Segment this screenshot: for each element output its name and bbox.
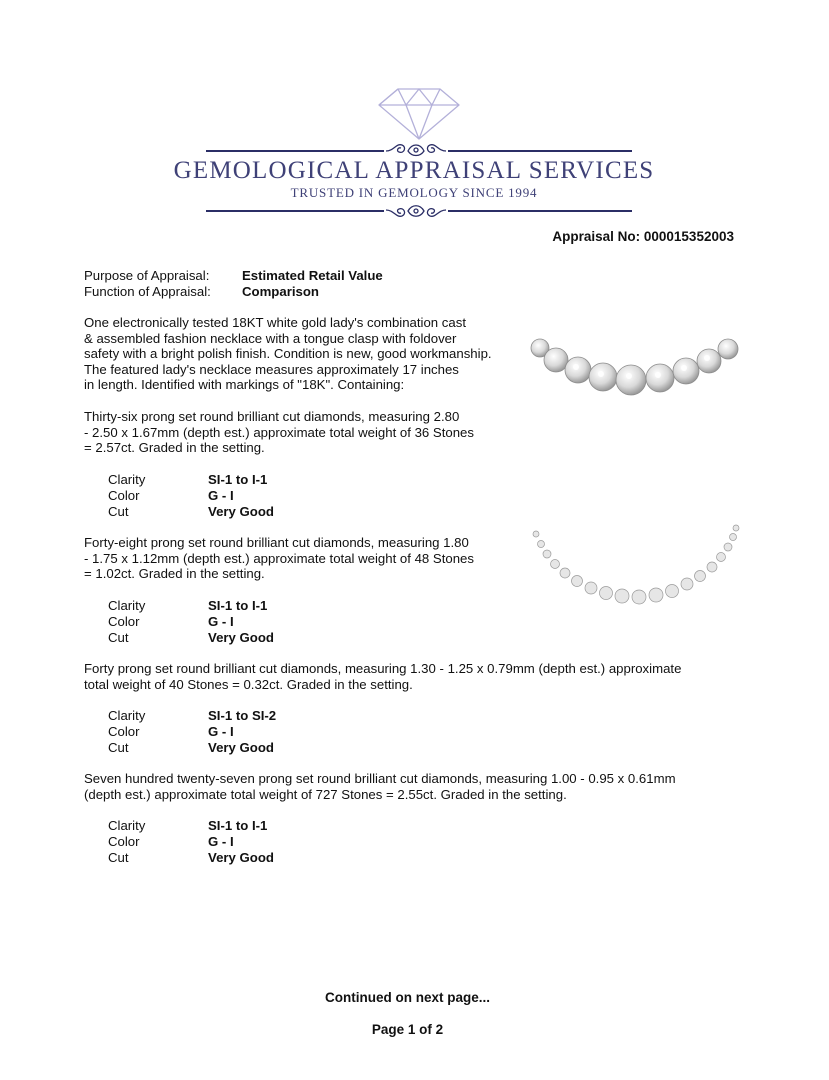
stone-group-description — [84, 535, 474, 582]
stone-description-line: = 1.02ct. Graded in the setting. — [84, 566, 265, 582]
clarity-label: Clarity — [108, 708, 146, 723]
necklace-closeup-photo — [528, 318, 740, 410]
cut-label: Cut — [108, 630, 129, 645]
appraisal-number: Appraisal No: 000015352003 — [552, 229, 734, 244]
diamond-logo-icon — [378, 88, 460, 140]
color-label: Color — [108, 488, 140, 503]
color-value: G - I — [208, 834, 234, 849]
description-line: & assembled fashion necklace with a tongue clasp with foldover — [84, 330, 457, 346]
description-line: safety with a bright polish finish. Condition is new, good workmanship. — [84, 346, 492, 362]
clarity-label: Clarity — [108, 818, 146, 833]
header-divider — [448, 150, 632, 152]
description-line: The featured lady's necklace measures approximately 17 inches — [84, 361, 459, 377]
color-label: Color — [108, 724, 140, 739]
color-value: G - I — [208, 724, 234, 739]
header-divider — [206, 150, 384, 152]
purpose-value: Estimated Retail Value — [242, 268, 383, 283]
stone-description-line: Forty prong set round brilliant cut diamonds, measuring 1.30 - 1.25 x 0.79mm (depth est.) approximate — [84, 661, 682, 676]
company-tagline: TRUSTED IN GEMOLOGY SINCE 1994 — [290, 185, 538, 200]
page-number: Page 1 of 2 — [371, 1022, 444, 1037]
stone-description-line: Forty-eight prong set round brilliant cut diamonds, measuring 1.80 — [84, 535, 469, 550]
header-divider — [448, 210, 632, 212]
description-line: One electronically tested 18KT white gold lady's combination cast — [84, 315, 466, 330]
stone-description-line: Seven hundred twenty-seven prong set round brilliant cut diamonds, measuring 1.00 - 0.95 x 0.61mm — [84, 771, 676, 786]
company-name: GEMOLOGICAL APPRAISAL SERVICES — [173, 157, 655, 184]
necklace-full-photo — [528, 520, 740, 630]
cut-value: Very Good — [208, 630, 274, 645]
stone-description-line: (depth est.) approximate total weight of 727 Stones = 2.55ct. Graded in the setting. — [84, 786, 567, 802]
function-label: Function of Appraisal: — [84, 284, 211, 299]
cut-value: Very Good — [208, 740, 274, 755]
stone-group-description — [84, 661, 681, 692]
clarity-value: SI-1 to I-1 — [208, 818, 268, 833]
clarity-value: SI-1 to I-1 — [208, 472, 268, 487]
color-value: G - I — [208, 614, 234, 629]
header-divider — [206, 210, 384, 212]
color-label: Color — [108, 834, 140, 849]
cut-value: Very Good — [208, 850, 274, 865]
color-label: Color — [108, 614, 140, 629]
stone-description-line: = 2.57ct. Graded in the setting. — [84, 440, 265, 456]
stone-description-line: - 1.75 x 1.12mm (depth est.) approximate total weight of 48 Stones — [84, 550, 474, 566]
stone-group-description — [84, 771, 676, 802]
stone-description-line: - 2.50 x 1.67mm (depth est.) approximate total weight of 36 Stones — [84, 424, 474, 440]
item-description — [84, 315, 492, 393]
stone-description-line: total weight of 40 Stones = 0.32ct. Graded in the setting. — [84, 676, 413, 692]
stone-group-description — [84, 409, 474, 456]
clarity-value: SI-1 to I-1 — [208, 598, 268, 613]
function-value: Comparison — [242, 284, 319, 299]
purpose-label: Purpose of Appraisal: — [84, 268, 210, 283]
stone-description-line: Thirty-six prong set round brilliant cut diamonds, measuring 2.80 — [84, 409, 460, 424]
description-line: in length. Identified with markings of "18K". Containing: — [84, 377, 405, 393]
continued-note: Continued on next page... — [325, 990, 490, 1005]
cut-value: Very Good — [208, 504, 274, 519]
cut-label: Cut — [108, 504, 129, 519]
clarity-value: SI-1 to SI-2 — [208, 708, 277, 723]
color-value: G - I — [208, 488, 234, 503]
clarity-label: Clarity — [108, 598, 146, 613]
scroll-ornament-icon — [384, 202, 448, 222]
cut-label: Cut — [108, 850, 129, 865]
clarity-label: Clarity — [108, 472, 146, 487]
cut-label: Cut — [108, 740, 129, 755]
